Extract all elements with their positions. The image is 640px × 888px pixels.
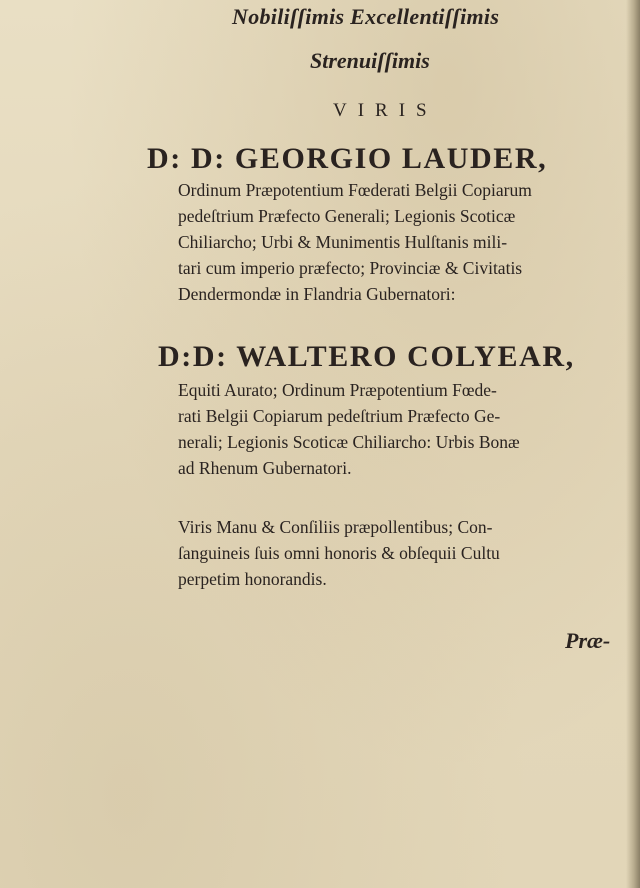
dedicatee-2-line: Equiti Aurato; Ordinum Præpotentium Fœde-: [178, 380, 497, 400]
heading-line-2: Strenuiſſimis: [310, 48, 430, 73]
closing-line: Viris Manu & Conſiliis præpollentibus; Con-: [178, 517, 493, 537]
dedicatee-2-name: D:D: WALTERO COLYEAR,: [158, 340, 575, 373]
dedicatee-1-line: Ordinum Præpotentium Fœderati Belgii Copiarum: [178, 180, 532, 200]
dedicatee-1-line: tari cum imperio præfecto; Provinciæ & Civitatis: [178, 258, 523, 278]
dedicatee-1-line: Chiliarcho; Urbi & Munimentis Hulſtanis mili-: [178, 232, 508, 252]
heading-viris: VIRIS: [333, 100, 438, 121]
heading-line-1: Nobiliſſimis Excellentiſſimis: [232, 4, 500, 29]
closing-line: ſanguineis ſuis omni honoris & obſequii Cultu: [178, 543, 500, 563]
dedicatee-2-line: ad Rhenum Gubernatori.: [178, 458, 352, 478]
dedicatee-2-line: rati Belgii Copiarum pedeſtrium Præfecto Ge-: [178, 406, 501, 426]
dedicatee-1-name: D: D: GEORGIO LAUDER,: [147, 142, 548, 175]
dedicatee-1-line: pedeſtrium Præfecto Generali; Legionis Scoticæ: [178, 206, 516, 226]
dedicatee-2-line: nerali; Legionis Scoticæ Chiliarcho: Urbis Bonæ: [178, 432, 520, 452]
closing-line: perpetim honorandis.: [178, 569, 327, 589]
catchword: Præ-: [565, 628, 611, 653]
dedicatee-1-line: Dendermondæ in Flandria Gubernatori:: [178, 284, 456, 304]
page-edge: [626, 0, 640, 888]
